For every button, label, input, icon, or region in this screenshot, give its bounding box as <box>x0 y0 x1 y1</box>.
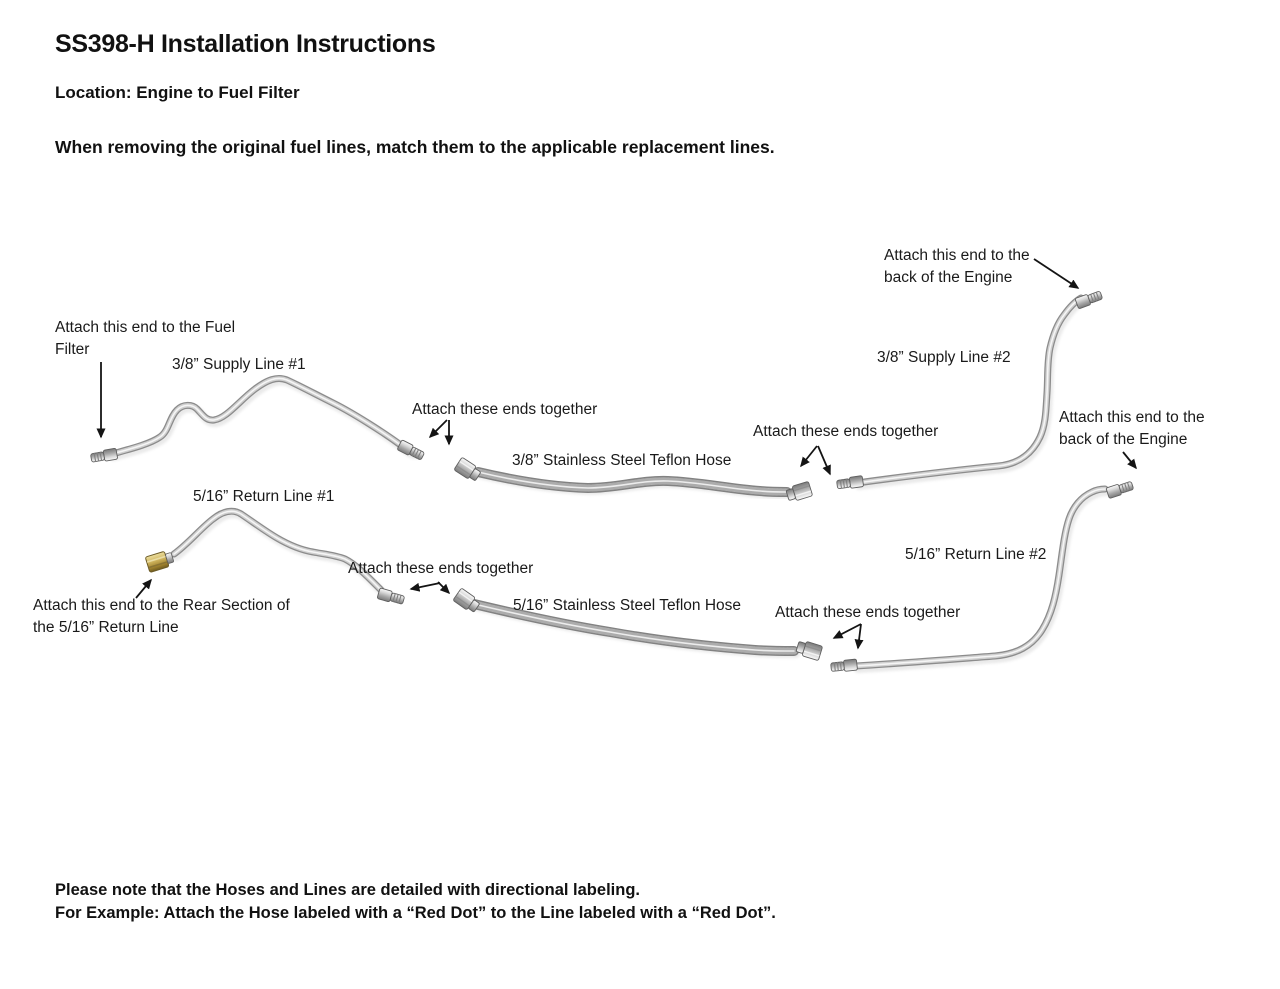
label-line: the 5/16” Return Line <box>33 619 179 636</box>
hose-38-right-nut <box>785 481 812 502</box>
return-line-1-brass-fitting <box>145 550 175 573</box>
label-attach-ends-1: Attach these ends together <box>412 401 598 418</box>
label-line: Attach this end to the Rear Section of <box>33 597 290 614</box>
arrow-engine-right <box>1123 452 1136 468</box>
return-line-2-tube <box>830 480 1134 673</box>
supply-line-1-left-fitting <box>90 448 118 463</box>
label-attach-rear-section <box>33 595 290 639</box>
hose-516-right-nut <box>795 639 822 660</box>
arrow-attach3-left <box>411 583 440 589</box>
supply-line-2-tube <box>836 290 1103 490</box>
return-line-2-top-fitting <box>1106 480 1134 498</box>
arrow-attach2-right <box>818 446 830 474</box>
label-attach-ends-3: Attach these ends together <box>348 560 534 577</box>
intro-text: When removing the original fuel lines, match them to the applicable replacement lines. <box>55 137 775 157</box>
label-return-line-2: 5/16” Return Line #2 <box>905 546 1047 563</box>
label-attach-engine-top <box>884 245 1030 289</box>
location-subtitle: Location: Engine to Fuel Filter <box>55 83 300 102</box>
return-line-1-right-fitting <box>377 588 405 606</box>
label-return-line-1: 5/16” Return Line #1 <box>193 488 335 505</box>
arrow-attach4-down <box>858 624 861 648</box>
label-hose-516: 5/16” Stainless Steel Teflon Hose <box>513 597 742 614</box>
label-attach-ends-2: Attach these ends together <box>753 423 939 440</box>
arrow-attach1-left <box>430 420 447 437</box>
arrow-attach4-left <box>834 624 861 638</box>
label-supply-line-2: 3/8” Supply Line #2 <box>877 349 1011 366</box>
label-line: back of the Engine <box>1059 431 1188 448</box>
return-line-2-left-fitting <box>830 659 857 673</box>
footer-note-1: Please note that the Hoses and Lines are detailed with directional labeling. <box>55 881 640 899</box>
page-title: SS398-H Installation Instructions <box>55 30 436 58</box>
label-line: Filter <box>55 341 90 358</box>
arrow-engine-top <box>1034 259 1078 288</box>
footer-note-2: For Example: Attach the Hose labeled with a “Red Dot” to the Line labeled with a “Red Dot”. <box>55 904 776 922</box>
label-line: Attach this end to the <box>884 247 1030 264</box>
label-line: Attach this end to the Fuel <box>55 319 236 336</box>
hose-38-left-nut <box>454 457 482 483</box>
arrow-attach2-left <box>801 446 817 466</box>
supply-line-2-top-fitting <box>1075 290 1103 309</box>
label-line: Attach this end to the <box>1059 409 1205 426</box>
arrow-attach3-down <box>438 582 449 593</box>
label-attach-engine-right <box>1059 407 1205 451</box>
label-attach-ends-4: Attach these ends together <box>775 604 961 621</box>
label-supply-line-1: 3/8” Supply Line #1 <box>172 356 306 373</box>
label-line: back of the Engine <box>884 269 1013 286</box>
label-hose-38: 3/8” Stainless Steel Teflon Hose <box>512 452 732 469</box>
